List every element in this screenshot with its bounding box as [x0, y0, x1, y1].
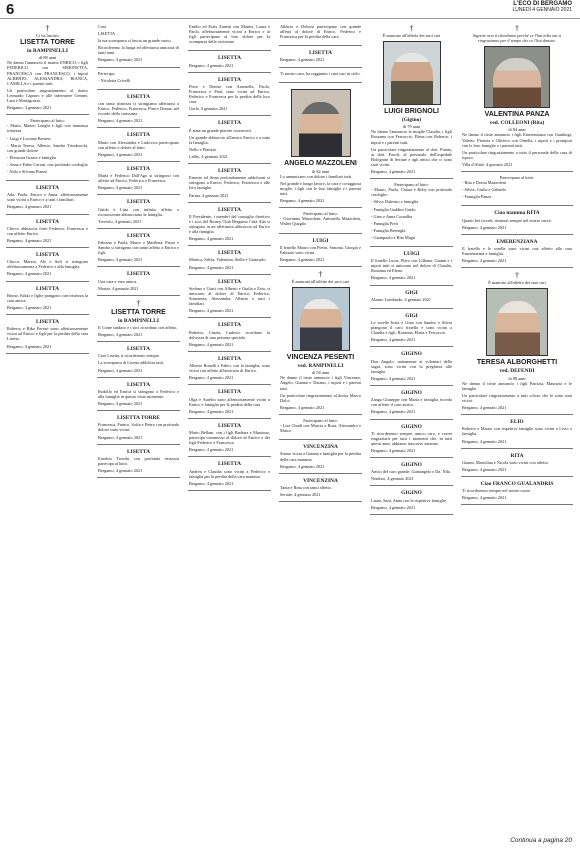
notice-text: Un particolare ringraziamento a tutto il personale della casa di riposo. — [462, 149, 572, 160]
notice-date: Bergamo, 4 gennaio 2021 — [189, 408, 234, 414]
notice-text: Alzano Lombardo, 4 gennaio 2021 — [371, 296, 432, 302]
notice-date: Bergamo, 4 gennaio 2021 — [371, 169, 416, 175]
column-6 — [461, 21, 573, 829]
notice-date: Bergamo, 4 gennaio 2021 — [98, 367, 143, 373]
deceased-age: di 79 anni — [402, 124, 421, 130]
notice-date: Bergamo, 4 gennaio 2021 — [280, 256, 325, 262]
obituary-notice — [279, 208, 362, 233]
notice-text: Andrea e Claudia sono vicini a Federico e famiglia per la perdita della cara mamma. — [189, 468, 270, 479]
notice-text: - Anna e Fabio Caroni, con profondo cordoglio — [7, 161, 88, 167]
notice-date: Bergamo, 4 gennaio 2021 — [280, 198, 325, 204]
obituary-notice — [370, 286, 453, 309]
deceased-name: ANGELO MAZZOLENI — [284, 159, 357, 167]
obituary-notice — [461, 449, 573, 477]
obituary-notice — [370, 309, 453, 348]
notice-text: Olga e Aurelio sono affettuosamente vicini a Enrico e famiglia per la perdita della cara — [189, 396, 270, 407]
notice-text: Amici del caro grande. Gianangelo e Da. Nila. — [371, 469, 451, 475]
notice-text: Don Angelo, unitamente ai volontari della sagra, sono vicini con la preghiera alle famiglie. — [371, 358, 452, 374]
cross-icon: † — [409, 24, 414, 33]
notice-text: Un particolare ringraziamento al dottor Marco Dolci. — [280, 392, 361, 403]
notice-text: Alberto Ronalli e Fabio, con la famiglia, sono vicini con affetto all'amicizia di Enrico. — [189, 363, 270, 374]
deceased-name: LISETTA — [218, 278, 241, 285]
notice-date: Bergamo, 4 gennaio 2021 — [7, 204, 52, 210]
page-number: 6 — [6, 1, 15, 18]
deceased-name: LISETTA TORRE — [20, 39, 75, 47]
notice-text: Siamo vicini a Gianna e famiglia per la perdita della cara mamma. — [280, 451, 361, 462]
notice-lead: Partecipano al lutto: — [499, 175, 535, 181]
deceased-name: LUIGI — [312, 237, 329, 244]
notice-text: Le sorelle Inisa e Gina con Sandro e Silvia piangono il caro fratello e sono vicini a Claudia e figli, Rosanna, Elena e Ferruccio. — [371, 320, 452, 336]
deceased-name: GIGINO — [401, 351, 422, 358]
deceased-name: LISETTA — [218, 355, 241, 362]
notice-text: con tanta tristezza ci stringiamo affettuosi a Enrico, Federico, Francesca, Pino e Donna, nel ricordo della carissima — [98, 100, 179, 117]
obituary-notice — [279, 83, 362, 209]
notice-date: Bergamo, 4 gennaio 2021 — [462, 438, 507, 444]
deceased-name: EMERENZIANA — [496, 238, 538, 245]
obituary-notice — [279, 474, 362, 502]
obituary-notice — [370, 247, 453, 286]
notice-text: Lo annunciano con dolore i familiari tutti. — [280, 173, 353, 179]
notice-text: - Famiglia Berenghi — [371, 227, 406, 233]
notice-text: È stata un grande piacere conoscerti. — [189, 127, 252, 133]
notice-lead: Partecipano al lutto: — [303, 417, 338, 423]
deceased-name: LISETTA — [36, 185, 59, 192]
portrait-figure — [391, 53, 433, 104]
obituary-notice — [6, 282, 89, 315]
column-3 — [188, 21, 271, 829]
obituary-notice — [97, 411, 180, 444]
obituary-notice — [461, 268, 573, 415]
column-5 — [370, 21, 453, 829]
obituary-notice — [279, 440, 362, 473]
notice-text: - Luigi e Luciana Bernert — [7, 135, 51, 141]
deceased-name: LISETTA — [127, 448, 150, 455]
obituary-notice — [97, 90, 180, 129]
obituary-notice — [279, 68, 362, 83]
notice-text: Una cara e vera amica. — [98, 278, 138, 284]
deceased-name: LISETTA — [218, 322, 241, 329]
deceased-name: GIGINO — [401, 462, 422, 469]
deceased-name: LISETTA — [218, 120, 241, 127]
notice-text: Maria e Federico Dall'Ago si stringono con affetto ad Enrico, Federico e Francesca. — [98, 173, 179, 184]
deceased-name: LISETTA — [218, 206, 241, 213]
obituary-notice — [97, 378, 180, 411]
notice-date: Bergamo, 4 gennaio 2021 — [189, 447, 234, 453]
deceased-name: LISETTA — [309, 50, 332, 57]
masthead — [513, 1, 572, 13]
notice-date: Bergamo, 4 gennaio 2021 — [371, 504, 416, 510]
deceased-name: LISETTA — [218, 168, 241, 175]
obituary-notice — [279, 46, 362, 67]
portrait-photo — [291, 89, 351, 157]
column-1 — [6, 21, 89, 829]
notice-text: Stefano e Giusi con Alberto e Giulia e Zeta, si uniscono al dolore di Enrico, Federico, Simonetta, Alessandra, Alberto e tutti i familiari. — [189, 285, 270, 307]
notice-date: Bergamo, 4 gennaio 2021 — [462, 495, 507, 501]
notice-date: Bergamo, 4 gennaio 2021 — [7, 237, 52, 243]
deceased-subname: ved. RAMPINELLI — [297, 363, 344, 370]
obituary-notice — [188, 275, 271, 319]
obituary-notice — [188, 116, 271, 164]
notice-text: Ernesto ed Anna profondamente addolorati si stringono a Enrico, Federico, Francesca e alle loro famiglie. — [189, 175, 270, 191]
notice-date: Bergamo, 4 gennaio 2021 — [98, 332, 143, 338]
deceased-age: di 94 anni — [311, 370, 330, 376]
notice-date: Bergamo, 4 gennaio 2021 — [371, 375, 416, 381]
deceased-name: LISETTA — [36, 218, 59, 225]
obituary-notice — [370, 347, 453, 386]
notice-date: Bergamo, 4 gennaio 2021 — [189, 480, 234, 486]
notice-date: Bergamo, 4 gennaio 2021 — [98, 467, 143, 473]
deceased-name: LISETTA — [218, 250, 241, 257]
notice-text: Ti ricorderemo sempre nel nostro cuore. — [462, 488, 532, 494]
obituary-notice — [6, 215, 89, 248]
deceased-name: GIGINO — [401, 423, 422, 430]
notice-text: - Mauro, Paola, Chiara e Roby con profondo cordoglio — [371, 187, 452, 198]
portrait-figure — [493, 58, 541, 107]
notice-text: LISETTA — [98, 31, 116, 37]
notice-text: Bruno, Kikki e figlie piangono con tristezza la cara amica. — [7, 292, 88, 303]
notice-date: Bergamo, 4 gennaio 2021 — [462, 224, 507, 230]
obituary-notice — [188, 246, 271, 274]
notice-text: - Giovanna Mazzoleni, Antonella Mazzoleni, Walter Quaglio — [280, 216, 361, 227]
notice-date: Bergamo, 4 gennaio 2021 — [462, 405, 507, 411]
deceased-name: LISETTA TORRE — [117, 415, 160, 422]
newspaper-name: L'ECO DI BERGAMO — [513, 1, 572, 7]
notice-text: Rodolfo ed Enrica si stringono a Federico e alla famiglia in questo triste momento. — [98, 388, 179, 399]
deceased-subname: in RAMPINELLI — [27, 48, 68, 55]
obituary-notice — [370, 21, 453, 179]
deceased-subname: ved. COLLEONI (Rita) — [489, 120, 545, 127]
notice-text: Un particolare ringraziamento al dott. Pianta, ai dott. Pasoli, al personale dell'ospedale Bolognini di Seriate e agli amici che ci sono stati vicini. — [371, 146, 452, 167]
notice-text: - Famiglia Gaddini Guido — [371, 206, 416, 212]
notice-text: Chicca, Marzia, Ale e Sofi si stringono affettuosamente a Federico e alla famiglia. — [7, 259, 88, 270]
portrait-photo — [292, 287, 350, 351]
notice-text: Il fratello Lucia, Piero con Lilliana, Gianni e i nipoti tutti si uniscono nel dolore di Claudia, Rosanna ed Elena. — [371, 258, 452, 274]
notice-date: Bergamo, 4 gennaio 2021 — [371, 275, 416, 281]
notice-lead: Partecipano al lutto: — [30, 118, 65, 124]
obituary-notice — [97, 128, 180, 161]
notice-date: Bergamo, 4 gennaio 2021 — [189, 62, 234, 68]
obituary-notice — [97, 162, 180, 195]
portrait-photo — [486, 288, 548, 356]
obituary-notice — [97, 445, 180, 478]
notice-date: Bergamo, 4 gennaio 2021 — [98, 151, 143, 157]
notice-date: Monza, 4 gennaio 2021 — [98, 285, 139, 291]
notice-text: Ciao Lisetta, ti ricorderemo sempre. — [98, 353, 161, 359]
notice-text: Un particolare ringraziamento a tutti coloro che le sono stati vicini. — [462, 392, 572, 403]
notice-date: Bergamo, 4 gennaio 2021 — [189, 341, 234, 347]
notice-text: Cara — [98, 24, 107, 29]
notice-text: Ne danno il triste annuncio i figli Emerenziana con Gianluigi, Valerio, Patrizia e Oliviero con Ornella, i nipoti e i pronipoti con le loro famiglie e i parenti tutti. — [462, 132, 572, 148]
notice-date: Bergamo, 4 gennaio 2021 — [7, 304, 52, 310]
notice-text: - Famiglia Preti — [371, 220, 398, 226]
deceased-name: VINCENZINA — [303, 444, 338, 451]
obituary-notice — [6, 248, 89, 281]
notice-date: Seriate, 4 gennaio 2021 — [280, 492, 321, 498]
obituary-notice — [188, 164, 271, 203]
obituary-notice — [97, 195, 180, 228]
notice-date: Bergamo, 4 gennaio 2021 — [98, 434, 143, 440]
obituary-notice — [461, 206, 573, 234]
deceased-name: VINCENZINA — [303, 477, 338, 484]
notice-text: Roberto, Cinzia, Ludovic ricordano la dolcezza di una persona speciale. — [189, 329, 270, 340]
notice-text: Laura, Sara, Anna con le rispettive famiglie. — [371, 497, 448, 503]
notice-date: Parma, 4 gennaio 2021 — [189, 192, 229, 198]
deceased-name: LISETTA — [36, 319, 59, 326]
deceased-name: LISETTA — [218, 461, 241, 468]
notice-text: Un particolare ringraziamento al dottor Leonardo Capraro e alle infermiere Gennet, Lara e Mariagrazia. — [7, 87, 88, 104]
notice-text: La scomparsa di Lisetta addolora tutti. — [98, 360, 165, 366]
notice-date: Bergamo, 4 gennaio 2021 — [189, 308, 234, 314]
notice-text: Ricorderemo la lunga ed affettuosa amicizia di tanti anni. — [98, 45, 179, 56]
notice-text: - Giampaolo e Rita Magri — [371, 234, 416, 240]
notice-text: Ne danno l'annuncio la moglie Claudia, i figli Rosanna con Ferruccio, Elena con Roberto, i nipoti e i parenti tutti. — [371, 129, 452, 145]
obituary-notice — [279, 234, 362, 267]
notice-lead: È mancato all'affetto dei suoi cari — [382, 33, 441, 38]
deceased-name: LISETTA — [218, 55, 241, 62]
notice-text: - Silvia, Giulia e Gabriele — [462, 187, 507, 193]
deceased-name: LISETTA — [127, 199, 150, 206]
obituary-notice — [370, 458, 453, 486]
notice-text: Roberto e Rika Ferrari sono affettuosamente vicini ad Enrico e figli per la perdita della cara Lisetta. — [7, 326, 88, 342]
cross-icon: † — [136, 298, 141, 308]
obituary-notice — [97, 229, 180, 268]
obituary-notice — [188, 457, 271, 490]
obituary-notice — [97, 296, 180, 342]
notice-text: Il Presidente, i membri del consiglio direttivo e i soci del Rotary Club Bergamo Città Alta si stringono in un affettuoso abbraccio ad Enrico e alla famiglia. — [189, 213, 270, 235]
notice-text: Partecipa: — [98, 70, 116, 76]
notice-text: Nello e Patrizia. — [189, 146, 217, 152]
obituary-notice — [188, 352, 271, 385]
notice-text: Francesca, Franco, Sofia e Pietro con profondo dolore sono vicini. — [98, 422, 179, 433]
notice-text: - Gino e Anna Cornalba — [371, 213, 413, 219]
obituary-notice — [461, 172, 573, 206]
deceased-name: LISETTA — [36, 285, 59, 292]
deceased-name: VALENTINA PANZA — [484, 111, 550, 119]
obituary-notice — [279, 267, 362, 415]
notice-text: Roberto e Mauro con rispettive famiglie sono vicini a Livio e famiglia. — [462, 426, 572, 437]
notice-date: Bergamo, 4 gennaio 2021 — [98, 401, 143, 407]
deceased-name: LISETTA — [218, 76, 241, 83]
obituary-notice — [370, 179, 453, 247]
deceased-name: LISETTA — [218, 389, 241, 396]
notice-date: Bergamo, 4 gennaio 2021 — [371, 409, 416, 415]
portrait-figure — [495, 301, 540, 355]
deceased-name: LISETTA — [127, 381, 150, 388]
notice-lead: Partecipano al lutto: — [394, 182, 429, 188]
deceased-subname: (Gigino) — [401, 117, 422, 124]
issue-date: LUNEDÌ 4 GENNAIO 2021 — [512, 7, 572, 13]
notice-text: Mario con Alessandra e Ludovica partecipano con affetto e dolore al lutto. — [98, 139, 179, 150]
notice-text: Ne danno il triste annuncio i figli Vincenzo, Angelo, Gianna e Tiziano, i nipoti e i parenti tutti. — [280, 375, 361, 391]
notice-date: Bergamo, 4 gennaio 2021 — [462, 258, 507, 264]
notice-text: Tania e Rina con tanto affetto. — [280, 484, 332, 490]
obituary-notice — [97, 68, 180, 90]
notice-date: Bergamo, 4 gennaio 2021 — [189, 375, 234, 381]
notice-date: Bergamo, 4 gennaio 2021 — [98, 57, 143, 63]
obituary-notice — [279, 21, 362, 46]
notice-text: Il Conte sindaco e i soci ricordano con affetto. — [98, 324, 178, 330]
deceased-name: ELIO — [510, 419, 524, 426]
notice-date: Bergamo, 4 gennaio 2021 — [280, 404, 325, 410]
deceased-name: GIGI — [405, 312, 418, 319]
notice-text: - Rita e Dorita Mazzoleni — [462, 180, 506, 186]
notice-text: Chicco abbraccia forte Federico, Francesca e con affetto Enrico. — [7, 225, 88, 236]
notice-date: Gorle, 4 gennaio 2021 — [189, 106, 228, 112]
deceased-name: LISETTA — [127, 232, 150, 239]
obituary-notice — [6, 115, 89, 181]
cross-icon: † — [318, 270, 323, 279]
deceased-name: LISETTA — [36, 252, 59, 259]
notice-text: Piero e Denise con Antonella, Paolo, Francesca e Paul, sono vicini ad Enrico, Federico e Francesca per la perdita della loro cara — [189, 83, 270, 105]
obituary-notice — [97, 342, 180, 377]
obituary-notice — [188, 419, 271, 458]
deceased-name: LISETTA TORRE — [111, 308, 166, 316]
deceased-name: GIGINO — [401, 390, 422, 397]
notice-date: Bergamo, 4 gennaio 2021 — [98, 185, 143, 191]
notice-date: Bergamo, 4 gennaio 2021 — [98, 118, 143, 124]
notice-text: Guido e Lina con infinito affetto e riconoscenza abbracciano la famiglia. — [98, 206, 179, 217]
deceased-name: LISETTA — [127, 346, 150, 353]
deceased-name: LISETTA — [218, 422, 241, 429]
deceased-name: VINCENZA PESENTI — [286, 354, 355, 362]
deceased-subname: ved. DEFENDI — [499, 368, 535, 375]
deceased-age: di 84 anni — [508, 127, 526, 133]
notice-lead: È mancato all'affetto dei suoi cari — [488, 280, 546, 286]
deceased-age: di 82 anni — [311, 168, 330, 174]
deceased-name: TERESA ALBORGHETTI — [476, 359, 558, 367]
notice-text: Emilio ed Ester Zanetti con Matteo, Laura e Paolo, affettuosamente vicini a Enrico e ai figli partecipano al loro dolore per la scomparsa della carissima — [189, 24, 270, 45]
notice-text: Ada, Paola, Enrico e Anna, affettuosamente sono vicini a Enrico e a tutti i familiari. — [7, 192, 88, 203]
obituary-notice — [461, 477, 573, 505]
notice-text: Fabrizio e Paola, Marco e Marilena, Pietro e Sandra si stringono con tanto affetto a Enrico e figli. — [98, 239, 179, 256]
obituary-notice — [370, 420, 453, 459]
obituary-notice — [188, 51, 271, 72]
notice-date: Bergamo, 4 gennaio 2021 — [98, 257, 143, 263]
notice-date: Bergamo, 4 gennaio 2021 — [7, 271, 52, 277]
notice-text: - Eleonora Grazie e famiglia — [7, 154, 56, 160]
obituary-notice — [188, 318, 271, 351]
notice-text: - Lisa Chudi con Marcia e Rosa, Alessandro e Marco — [280, 423, 361, 434]
continuation-note: Continua a pagina 20 — [510, 837, 572, 844]
notice-date: Bergamo, 4 gennaio 2021 — [280, 57, 325, 63]
notice-text: Nel grande e lungo lavoro, la cara e coraggiosa moglie, i figli con le loro famiglie e i parenti tutti. — [280, 180, 362, 197]
deceased-name: LISETTA — [127, 165, 150, 172]
obituary-notice — [461, 415, 573, 448]
deceased-subname: in RAMPINELLI — [118, 317, 159, 324]
cross-icon: † — [515, 24, 519, 33]
deceased-name: RITA — [510, 452, 524, 459]
notice-date: Villa d'Almè, 4 gennaio 2021 — [462, 161, 513, 167]
notice-text: Ne danno il triste annuncio i figli Patrizia, Maurizia e le famiglie. — [462, 380, 572, 391]
notice-text: Il fratello Mauro con Pietro, Simona, Giorgio e Fabrizio sono vicini. — [280, 244, 361, 255]
notice-date: Nembro, 4 gennaio 2021 — [371, 476, 414, 482]
deceased-age: di 88 anni — [38, 55, 57, 61]
notice-text: Mario Bellani, con i figli Barbara e Massimo, partecipa commosso al dolore di Enrico e dei figli Federico e Francesca. — [189, 429, 270, 446]
notice-text: - Nicoletta Crivelli — [98, 77, 131, 83]
obituary-notice — [461, 235, 573, 268]
notice-lead: Ci ha lasciati — [36, 33, 59, 38]
obituary-notice — [6, 315, 89, 354]
portrait-photo — [484, 46, 550, 108]
notice-verse: Signore non ti chiediamo perché ce l'hai tolto ma ti ringraziamo per il tempo che ce l'hai donato. — [472, 33, 562, 44]
obituary-notice — [461, 21, 573, 172]
obituary-notice — [370, 386, 453, 419]
notice-date: Bergamo, 4 gennaio 2021 — [189, 236, 234, 242]
column-2 — [97, 21, 180, 829]
notice-date: Bergamo, 4 gennaio 2021 — [462, 466, 507, 472]
obituary-notice — [188, 203, 271, 247]
notice-text: la tua scomparsa ci lascia un grande vuoto. — [98, 38, 172, 44]
obituary-notice — [188, 21, 271, 51]
notice-lead: Partecipano al lutto: — [303, 211, 338, 217]
obituary-notice — [188, 73, 271, 117]
obituary-notice — [6, 181, 89, 214]
portrait-photo — [383, 41, 441, 105]
notice-text: Ti ricorderemo sempre, amico caro, e vorrei ringraziarti per tutti i momenti che, in tutti questi anni, abbiamo trascorso insieme. — [371, 430, 452, 446]
portrait-figure — [299, 102, 343, 156]
obituary-notice — [370, 486, 453, 514]
notice-text: Il fratello e le sorelle sono vicini con affetto alla cara Emerenziana e famiglia. — [462, 246, 572, 257]
cross-icon: † — [515, 271, 519, 281]
deceased-name: LISETTA — [127, 132, 150, 139]
notice-text: Ti nostro caro, ha raggiunto i suoi cari in cielo. — [280, 70, 361, 76]
notice-text: - Aldo e Silvana Pianni — [7, 168, 47, 174]
notice-text: - Maria Teresa, Alberto, Sandro Trimboschi, con grande dolore — [7, 142, 88, 153]
notice-date: Bergamo, 4 gennaio 2021 — [371, 337, 416, 343]
deceased-name: GIGI — [405, 289, 418, 296]
notice-text: Ne danno l'annuncio il marito ENRICO, i figli FEDERICO con SIMONETTA, FRANCESCA con FRANCESCO, i nipoti ALBERTO, ALESSANDRA, BIANCA, CAMILLA e i parenti tutti. — [7, 60, 88, 86]
notice-text: Quanti bei ricordi, rimarrai sempre nel nostro cuore. — [462, 217, 552, 223]
portrait-figure — [300, 299, 342, 350]
notice-lead: È mancata all'affetto dei suoi cari — [291, 279, 350, 284]
notice-text: - Silvio Dalessio e famiglia — [371, 199, 419, 205]
notice-text: - Marta, Matteo Longhi e figli con immensa tristezza — [7, 123, 88, 134]
notice-text: Eusebio Trombi con profonda tristezza partecipa al lutto. — [98, 455, 179, 466]
notice-text: Alberto e Debora partecipano con grande affetto al dolore di Enrico, Federico e Francesca per la perdita della cara — [280, 24, 361, 40]
deceased-name: LISETTA — [127, 93, 150, 100]
obituary-notice — [97, 21, 180, 68]
deceased-name: LISETTA — [127, 271, 150, 278]
notice-date: Bergamo, 4 gennaio 2021 — [371, 447, 416, 453]
notice-text: Zanga Giuseppe con Maria e famiglia ricorda con affetto il caro amico. — [371, 397, 452, 408]
cross-icon: † — [45, 24, 50, 33]
obituary-notice — [6, 21, 89, 115]
deceased-name: Ciao mamma RITA — [494, 210, 540, 217]
notice-text: Monica, Silvia, Valentina, Stella e Giancarlo. — [189, 257, 267, 263]
obituary-notice — [97, 267, 180, 295]
deceased-name: LUIGI BRIGNOLI — [384, 108, 439, 116]
notice-date: Bergamo, 4 gennaio 2021 — [7, 105, 52, 111]
notice-date: Treviolo, 4 gennaio 2021 — [98, 218, 142, 224]
column-4 — [279, 21, 362, 829]
obituary-notice — [279, 415, 362, 440]
notice-text: Gianni, Mariolina e Nicola sono vicini con affetto. — [462, 459, 549, 465]
notice-text: Un grande abbraccio all'amico Enrico e a tutta la famiglia. — [189, 134, 270, 145]
notice-date: Bergamo, 4 gennaio 2021 — [189, 264, 234, 270]
notice-text: - Famiglia Panza — [462, 194, 492, 200]
deceased-name: LUIGI — [403, 250, 420, 257]
notice-date: Bergamo, 4 gennaio 2021 — [7, 343, 52, 349]
obituary-notice — [188, 385, 271, 418]
deceased-age: di 88 anni — [508, 375, 526, 381]
page-header — [0, 0, 580, 19]
notice-date: Lallio, 4 gennaio 2021 — [189, 153, 228, 159]
deceased-name: GIGINO — [401, 490, 422, 497]
notice-date: Bergamo, 4 gennaio 2021 — [280, 463, 325, 469]
deceased-name: Ciao FRANCO GUALANDRIS — [480, 481, 554, 488]
